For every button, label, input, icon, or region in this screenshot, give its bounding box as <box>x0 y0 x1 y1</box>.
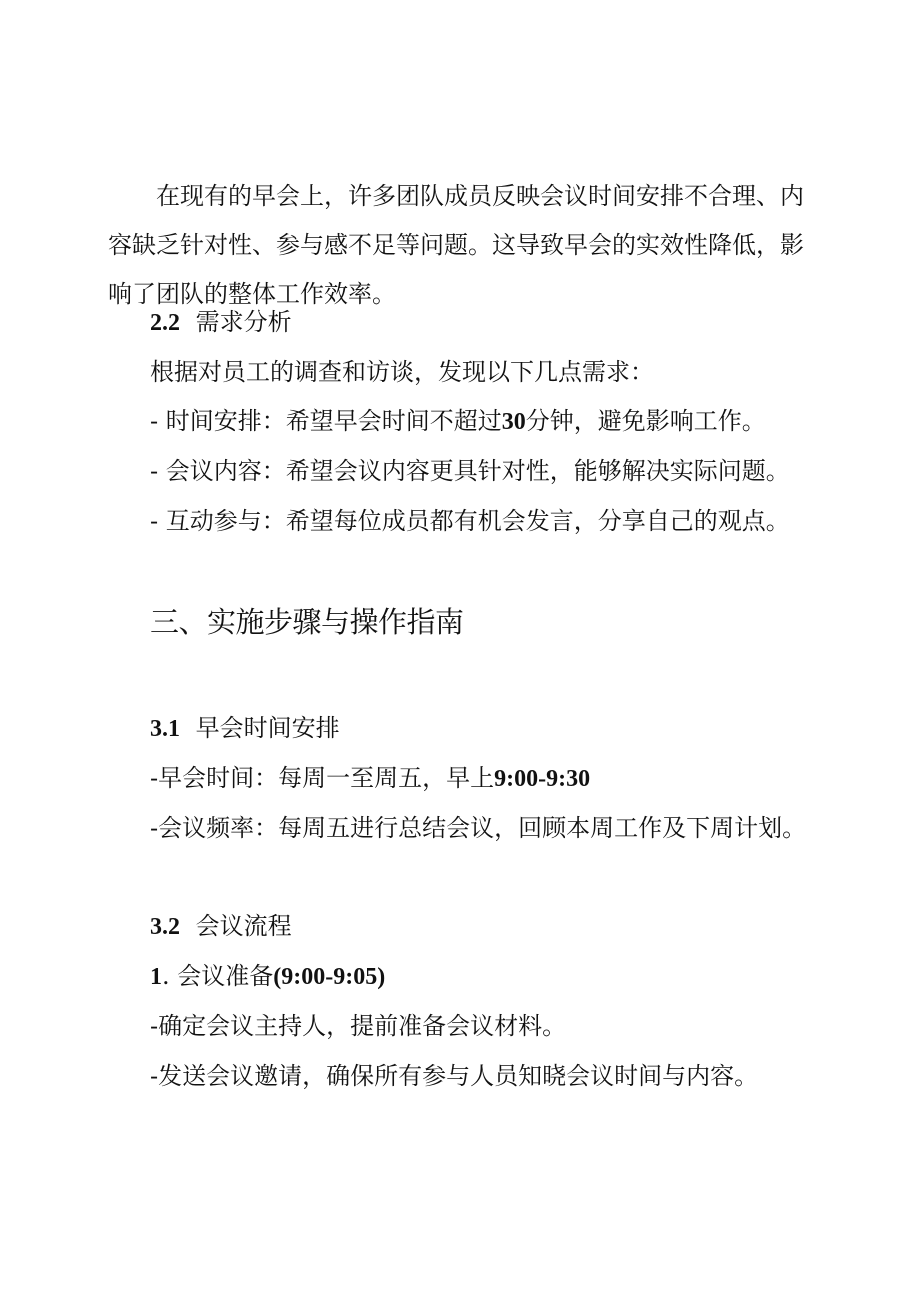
list-item-number: 9:00-9:30 <box>494 766 591 792</box>
list-item: -发送会议邀请，确保所有参与人员知晓会议时间与内容。 <box>150 1062 759 1090</box>
list-item-text: - 时间安排：希望早会时间不超过 <box>150 407 502 435</box>
section-3-2-heading <box>150 914 292 939</box>
list-item: - 互动参与：希望每位成员都有机会发言，分享自己的观点。 <box>150 507 790 535</box>
step-number: 1 <box>150 964 162 990</box>
section-number: 3.1 <box>150 716 180 742</box>
section-2-2-intro: 根据对员工的调查和访谈，发现以下几点需求： <box>150 358 654 386</box>
section-2-2-heading <box>150 310 292 335</box>
list-item <box>150 409 766 434</box>
section-number: 3.2 <box>150 914 180 940</box>
section-title: 早会时间安排 <box>195 714 340 742</box>
section-title: 会议流程 <box>195 912 292 940</box>
step-heading <box>150 964 385 989</box>
list-item: -确定会议主持人，提前准备会议材料。 <box>150 1012 567 1040</box>
chapter-3-heading: 三、实施步骤与操作指南 <box>150 605 464 639</box>
step-label: . 会议准备 <box>162 962 274 990</box>
list-item: - 会议内容：希望会议内容更具针对性，能够解决实际问题。 <box>150 457 790 485</box>
section-3-1-heading <box>150 716 340 741</box>
list-item-text: -早会时间：每周一至周五，早上 <box>150 764 495 792</box>
list-item-number: 30 <box>501 409 526 435</box>
list-item: -会议频率：每周五进行总结会议，回顾本周工作及下周计划。 <box>150 814 807 842</box>
intro-paragraph: 在现有的早会上，许多团队成员反映会议时间安排不合理、内容缺乏针对性、参与感不足等问题。这导致早会的实效性降低，影响了团队的整体工作效率。 <box>108 182 804 308</box>
section-title: 需求分析 <box>195 308 292 336</box>
list-item-text: 分钟，避免影响工作。 <box>525 407 766 435</box>
list-item <box>150 766 590 791</box>
step-time: (9:00-9:05) <box>273 964 386 990</box>
section-number: 2.2 <box>150 310 180 336</box>
